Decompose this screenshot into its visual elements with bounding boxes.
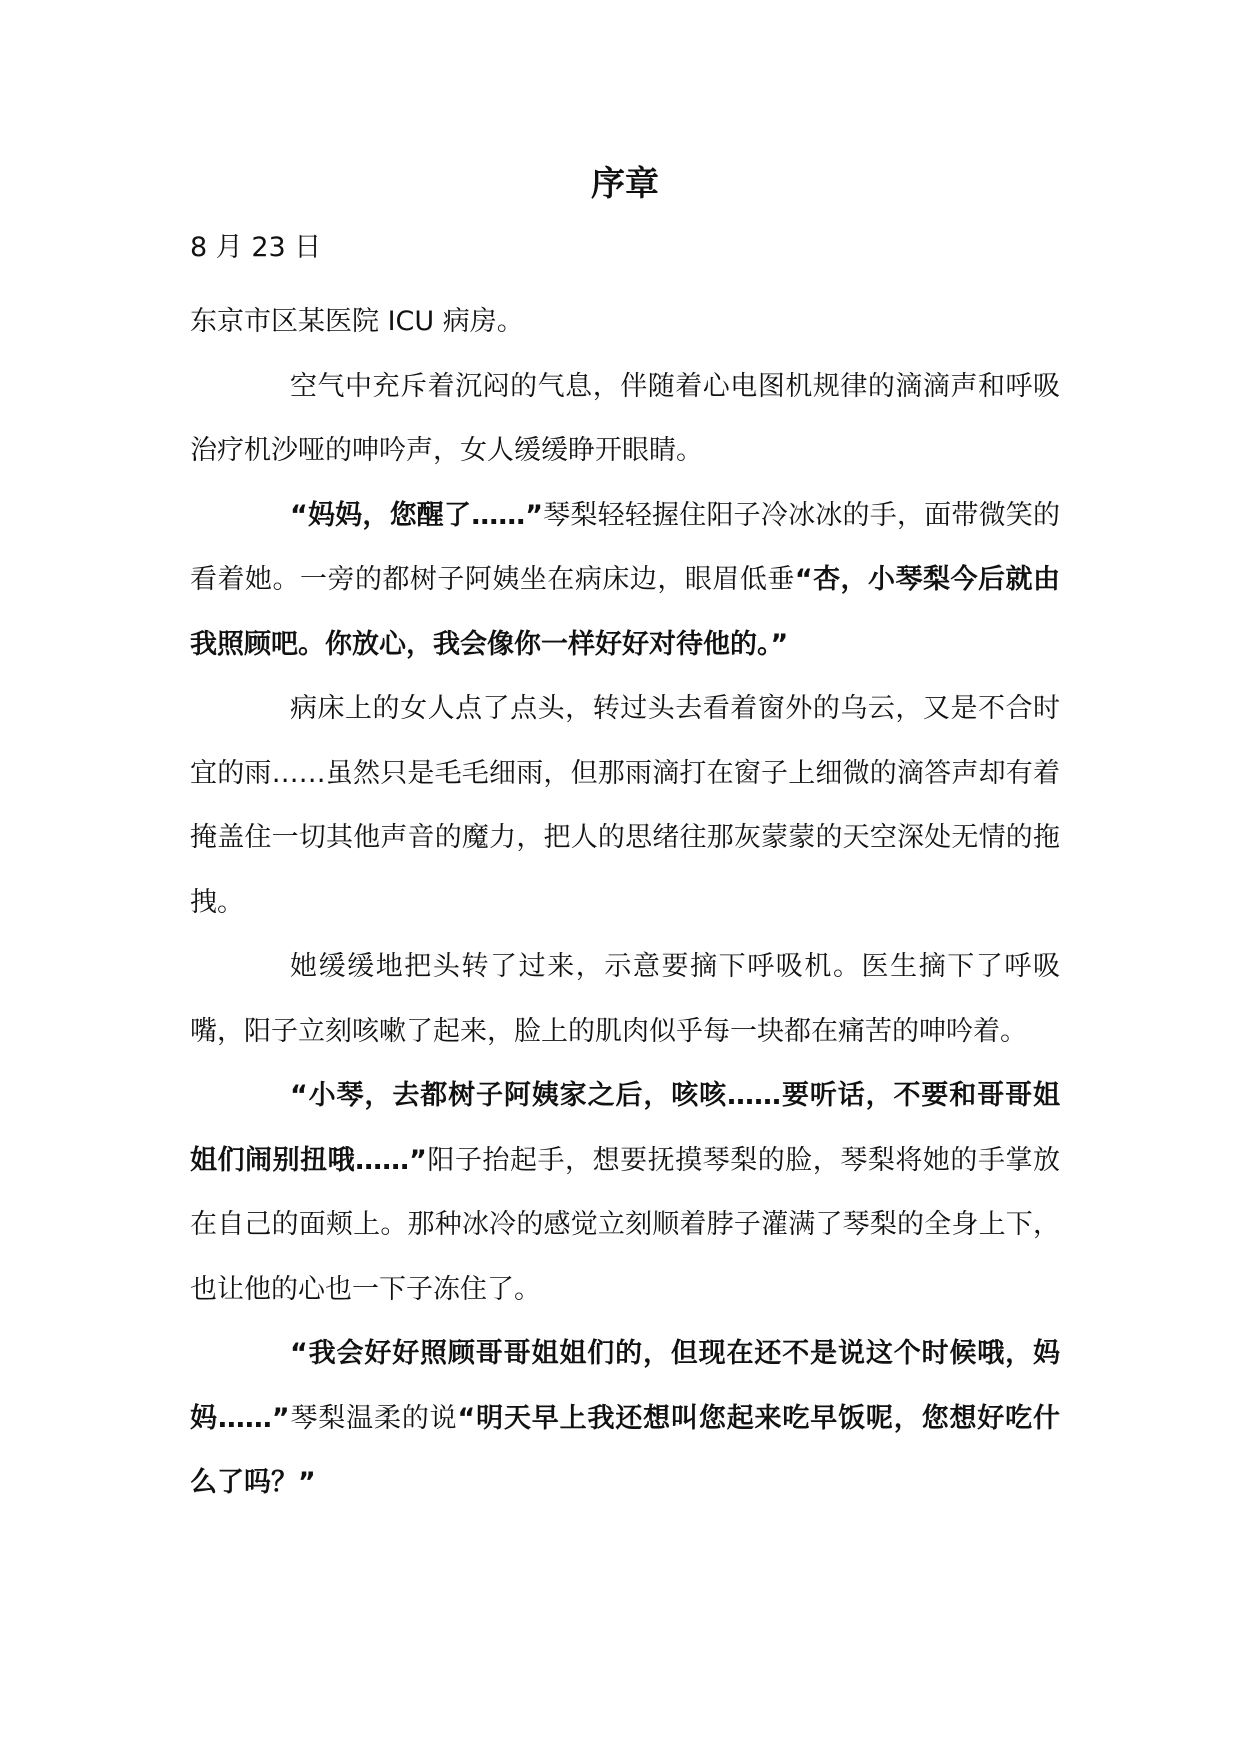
dialogue-text: “明天早上我还想叫您起来吃早饭呢，您想好吃什么了吗？” xyxy=(190,1402,1061,1498)
dialogue-text: “杏，小琴梨今后就由我照顾吧。你放心，我会像你一样好好对待他的。” xyxy=(190,564,1061,660)
chapter-body xyxy=(190,290,1060,1516)
chapter-title: 序章 xyxy=(591,164,659,204)
paragraph xyxy=(190,935,1060,1064)
dialogue-text: “妈妈，您醒了……” xyxy=(290,499,543,531)
narration-text: 空气中充斥着沉闷的气息，伴随着心电图机规律的滴滴声和呼吸治疗机沙哑的呻吟声，女人缓缓睁开眼睛。 xyxy=(190,370,1060,466)
narration-text: 阳子抬起手，想要抚摸琴梨的脸，琴梨将她的手掌放在自己的面颊上。那种冰冷的感觉立刻顺着脖子灌满了琴梨的全身上下，也让他的心也一下子冻住了。 xyxy=(190,1144,1061,1305)
narration-text: 琴梨轻轻握住阳子冷冰冰的手，面带微笑的看着她。一旁的都树子阿姨坐在病床边，眼眉低垂 xyxy=(190,499,1061,595)
dialogue-text: “小琴，去都树子阿姨家之后，咳咳……要听话，不要和哥哥姐姐们闹别扭哦……” xyxy=(190,1080,1060,1176)
narration-text: 她缓缓地把头转了过来，示意要摘下呼吸机。医生摘下了呼吸嘴，阳子立刻咳嗽了起来，脸上的肌肉似乎每一块都在痛苦的呻吟着。 xyxy=(190,951,1060,1047)
narration-text: 琴梨温柔的说 xyxy=(289,1402,458,1434)
paragraph xyxy=(190,1322,1060,1516)
dialogue-text: “我会好好照顾哥哥姐姐们的，但现在还不是说这个时候哦，妈妈……” xyxy=(190,1338,1060,1434)
narration-text: 病床上的女人点了点头，转过头去看着窗外的乌云，又是不合时宜的雨……虽然只是毛毛细雨，但那雨滴打在窗子上细微的滴答声却有着掩盖住一切其他声音的魔力，把人的思绪往那灰蒙蒙的天空深处无情的拖拽。 xyxy=(190,693,1060,918)
paragraph xyxy=(190,484,1060,678)
paragraph xyxy=(190,1064,1060,1322)
paragraph xyxy=(190,355,1060,484)
paragraph xyxy=(190,677,1060,935)
paragraph-list xyxy=(190,355,1060,1516)
location-line: 东京市区某医院 ICU 病房。 xyxy=(190,306,524,337)
chapter-date: 8 月 23 日 xyxy=(190,232,322,263)
